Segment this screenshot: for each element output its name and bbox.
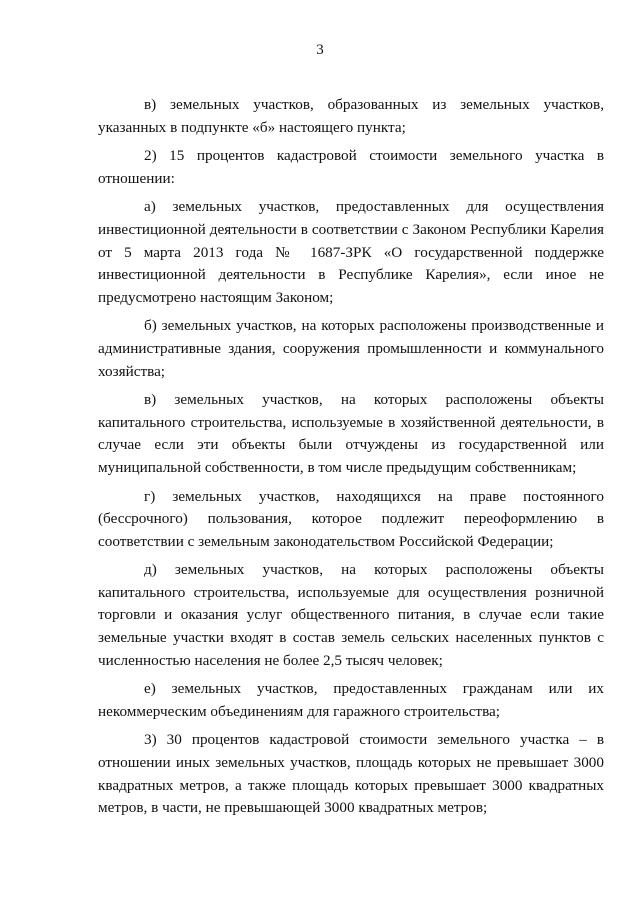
paragraph-30-percent: 3) 30 процентов кадастровой стоимости земельного участка – в отношении иных земельных участков, площадь которых не превышает 3000 квадратных метров, а также площадь которых превышает 3000 квадратных метров, в части, не превышающей 3000 квадратных метров; — [98, 731, 604, 817]
paragraph-15-percent: 2) 15 процентов кадастровой стоимости земельного участка в отношении: — [98, 147, 604, 187]
paragraph-g-permanent-use: г) земельных участков, находящихся на праве постоянного (бессрочного) пользования, которое подлежит переоформлению в соответствии с земельным законодательством Российской Федерации; — [98, 487, 604, 550]
page-number: 3 — [316, 42, 324, 58]
paragraph-e-garage: е) земельных участков, предоставленных гражданам или их некоммерческим объединениям для гаражного строительства; — [98, 680, 604, 720]
paragraph-a-investment: а) земельных участков, предоставленных для осуществления инвестиционной деятельности в соответствии с Законом Республики Карелия от 5 марта 2013 года № 1687-ЗРК «О государственной поддержке инвестиционной деятельности в Республике Карелия», если иное не предусмотрено настоящим Законом; — [98, 198, 604, 306]
document-body — [98, 94, 604, 820]
paragraph-v-capital-construction: в) земельных участков, на которых расположены объекты капитального строительства, используемые в хозяйственной деятельности, в случае если эти объекты были отчуждены из государственной или муниципальной собственности, в том числе предыдущим собственникам; — [98, 391, 604, 476]
paragraph-b-industrial: б) земельных участков, на которых расположены производственные и административные здания, сооружения промышленности и коммунального хозяйства; — [98, 317, 604, 380]
paragraph-d-retail-trade: д) земельных участков, на которых расположены объекты капитального строительства, используемые для осуществления розничной торговли и оказания услуг общественного питания, в случае если такие земельные участки входят в состав земель сельских населенных пунктов с численностью населения не более 2,5 тысяч человек; — [98, 561, 604, 669]
paragraph-v-formed-plots: в) земельных участков, образованных из земельных участков, указанных в подпункте «б» настоящего пункта; — [98, 96, 604, 136]
